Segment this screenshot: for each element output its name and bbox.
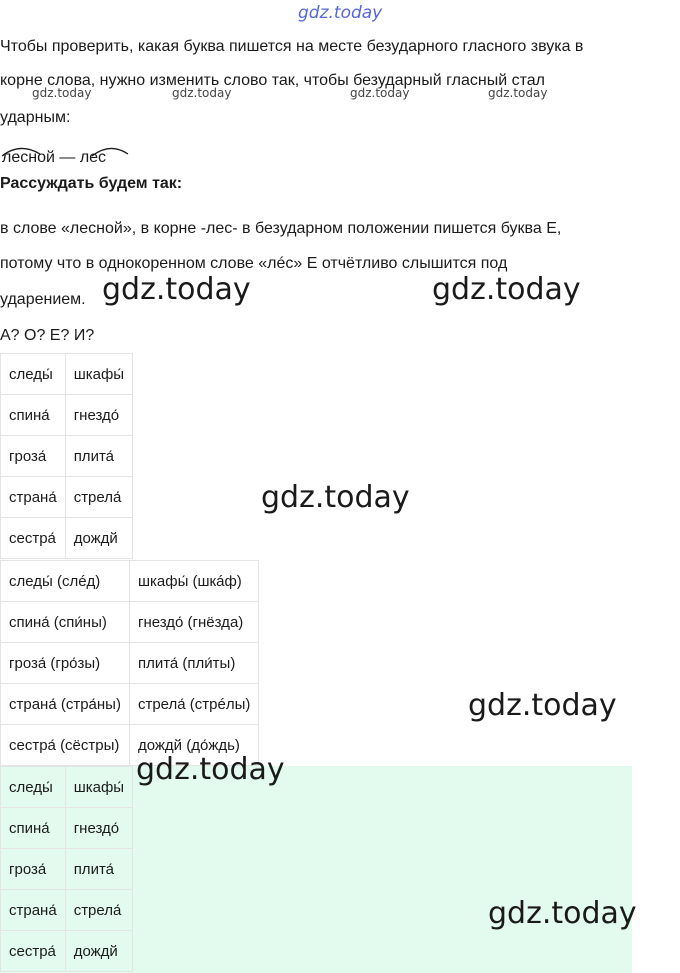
watermark: gdz.today: [32, 86, 92, 100]
watermark-top: gdz.today: [298, 3, 383, 23]
example-dash: —: [59, 149, 76, 164]
table-cell: следы́: [1, 767, 66, 808]
watermark: gdz.today: [172, 86, 232, 100]
table-row: [1, 890, 133, 931]
table-cell: гнездо́ (гнёзда): [129, 602, 258, 643]
table-cell: гроза́: [1, 436, 66, 477]
reasoning-line-3: ударением.: [0, 291, 86, 308]
table-row: [1, 684, 259, 725]
watermark: gdz.today: [432, 272, 581, 307]
table-cell: стрела́: [65, 890, 132, 931]
question-line: А? О? Е? И?: [0, 327, 95, 344]
example-word-1: лесной: [2, 149, 55, 164]
table-cell: дождй: [65, 931, 132, 972]
table-cell: спина́ (спи́ны): [1, 602, 130, 643]
table-cell: плита́ (пли́ты): [129, 643, 258, 684]
table-cell: дождй (до́ждь): [129, 725, 258, 766]
table-cell: гроза́: [1, 849, 66, 890]
words-table-3: [0, 766, 133, 972]
table-row: [1, 561, 259, 602]
table-cell: стрела́: [65, 477, 132, 518]
table-cell: сестра́: [1, 931, 66, 972]
table-row: [1, 767, 133, 808]
table-cell: спина́: [1, 808, 66, 849]
table-cell: страна́ (стра́ны): [1, 684, 130, 725]
table-cell: сестра́ (сёстры): [1, 725, 130, 766]
table-row: [1, 354, 133, 395]
table-cell: страна́: [1, 890, 66, 931]
table-cell: спина́: [1, 395, 66, 436]
table-cell: следы́ (слéд): [1, 561, 130, 602]
table-row: [1, 602, 259, 643]
watermark: gdz.today: [261, 480, 410, 515]
table-cell: сестра́: [1, 518, 66, 559]
watermark: gdz.today: [136, 752, 285, 787]
watermark: gdz.today: [488, 86, 548, 100]
table-row: [1, 477, 133, 518]
watermark: gdz.today: [350, 86, 410, 100]
words-table-2: [0, 560, 259, 766]
table-row: [1, 436, 133, 477]
watermark: gdz.today: [102, 272, 251, 307]
reasoning-line-1: в слове «лесной», в корне -лес- в безударном положении пишется буква Е,: [0, 220, 562, 237]
reasoning-heading: Рассуждать будем так:: [0, 175, 183, 192]
table-cell: стрела́ (стрéлы): [129, 684, 258, 725]
table-row: [1, 931, 133, 972]
table-cell: плита́: [65, 436, 132, 477]
intro-line-1: Чтобы проверить, какая буква пишется на месте безударного гласного звука в: [0, 38, 584, 55]
table-cell: шкафы́: [65, 354, 132, 395]
example-word-2: лес: [79, 149, 107, 164]
table-cell: шкафы́: [65, 767, 132, 808]
table-cell: плита́: [65, 849, 132, 890]
intro-line-2: корне слова, нужно изменить слово так, чтобы безударный гласный стал: [0, 72, 545, 89]
table-cell: гнездо́: [65, 808, 132, 849]
table-row: [1, 808, 133, 849]
table-row: [1, 643, 259, 684]
table-cell: шкафы́ (шкáф): [129, 561, 258, 602]
intro-line-3: ударным:: [0, 109, 71, 126]
table-cell: страна́: [1, 477, 66, 518]
watermark: gdz.today: [488, 896, 637, 931]
root-example: [0, 140, 140, 164]
table-cell: гнездо́: [65, 395, 132, 436]
table-row: [1, 849, 133, 890]
table-row: [1, 395, 133, 436]
reasoning-line-2: потому что в однокоренном слове «лéс» Е отчётливо слышится под: [0, 255, 508, 272]
table-cell: дождй: [65, 518, 132, 559]
words-table-1: [0, 353, 133, 559]
table-row: [1, 518, 133, 559]
example-text: [2, 149, 106, 164]
table-cell: гроза́ (гро́зы): [1, 643, 130, 684]
table-cell: следы́: [1, 354, 66, 395]
watermark: gdz.today: [468, 688, 617, 723]
